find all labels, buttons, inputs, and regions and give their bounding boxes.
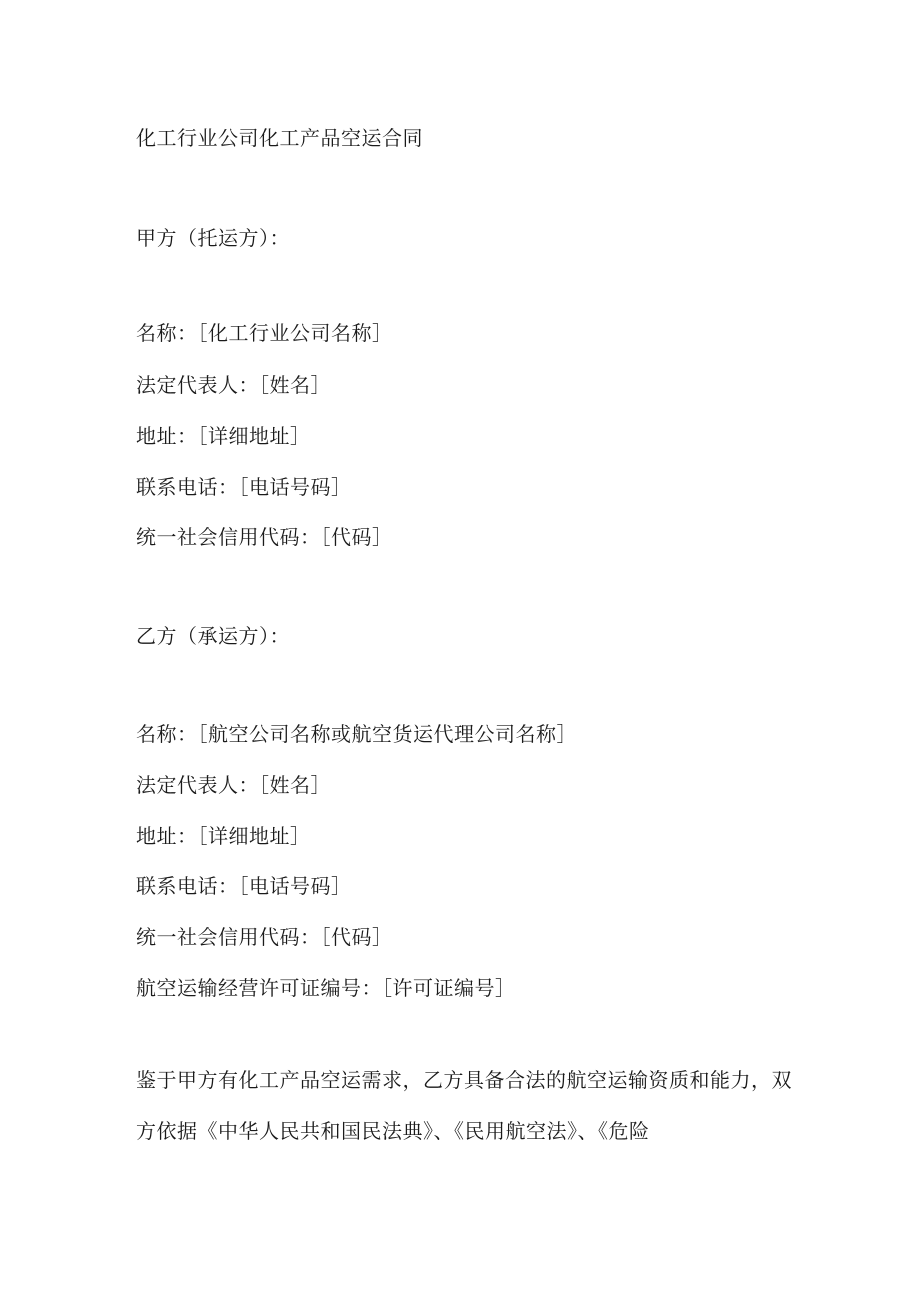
party-a-heading: 甲方（托运方）：: [136, 226, 290, 250]
preamble-line: 方依据《中华人民共和国民法典》、《民用航空法》、《危险: [136, 1119, 650, 1143]
preamble-line: 鉴于甲方有化工产品空运需求，乙方具备合法的航空运输资质和能力，双: [136, 1068, 792, 1092]
party-b-license-number: 航空运输经营许可证编号：［许可证编号］: [136, 976, 516, 1000]
party-b-name: 名称：［航空公司名称或航空货运代理公司名称］: [136, 722, 577, 746]
party-a-address: 地址：［详细地址］: [136, 424, 311, 448]
party-b-address: 地址：［详细地址］: [136, 824, 311, 848]
party-a-credit-code: 统一社会信用代码：［代码］: [136, 525, 393, 549]
party-a-name: 名称：［化工行业公司名称］: [136, 321, 393, 345]
party-a-legal-rep: 法定代表人：［姓名］: [136, 373, 331, 397]
party-b-credit-code: 统一社会信用代码：［代码］: [136, 925, 393, 949]
party-b-heading: 乙方（承运方）：: [136, 624, 290, 648]
party-a-phone: 联系电话：［电话号码］: [136, 475, 352, 499]
party-b-phone: 联系电话：［电话号码］: [136, 874, 352, 898]
contract-title: 化工行业公司化工产品空运合同: [136, 126, 423, 150]
party-b-legal-rep: 法定代表人：［姓名］: [136, 773, 331, 797]
